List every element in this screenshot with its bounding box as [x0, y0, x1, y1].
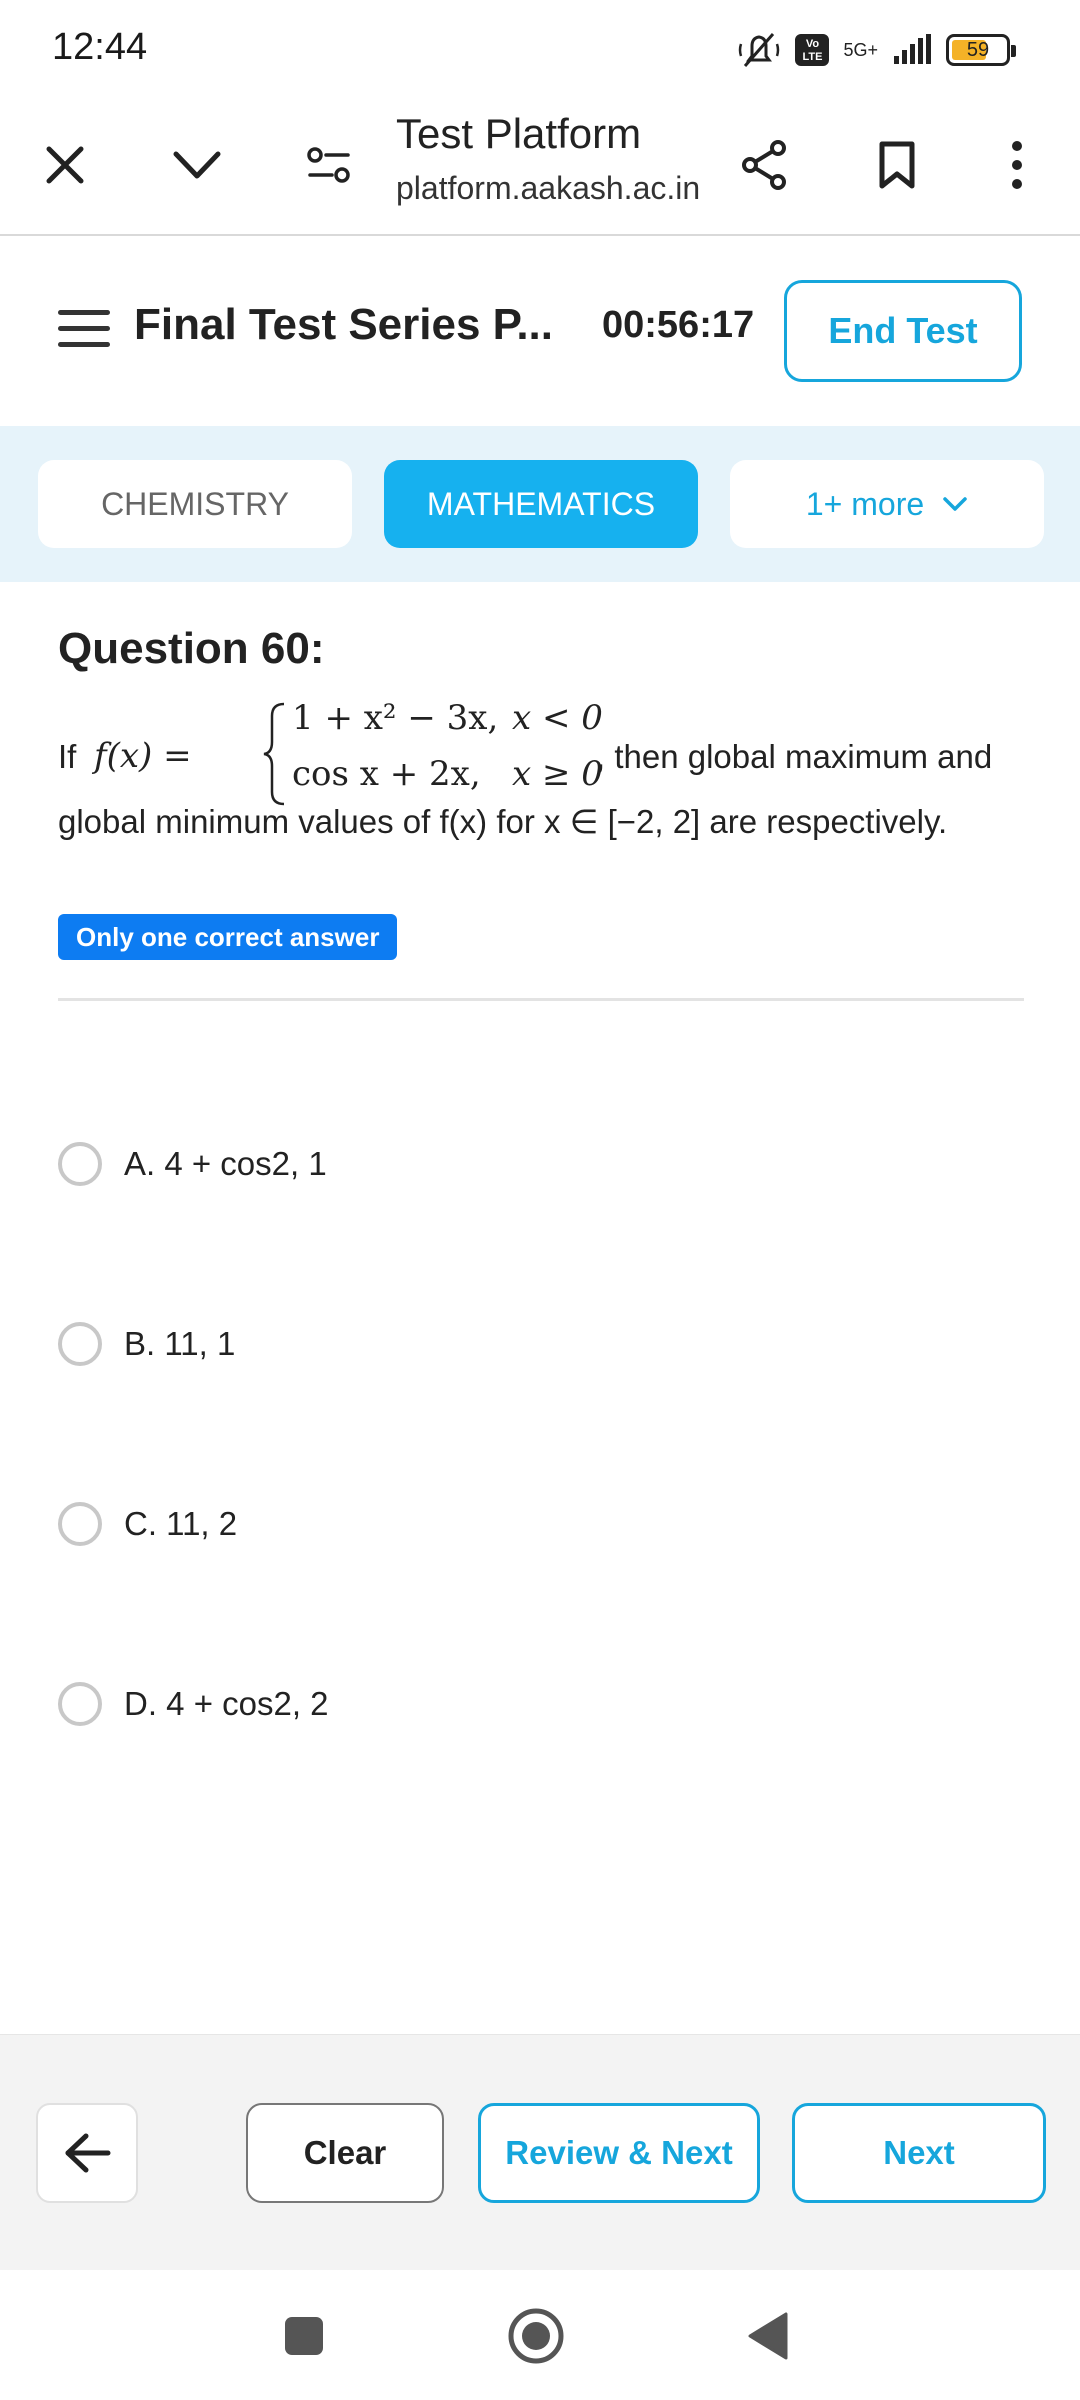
more-options-icon[interactable] — [982, 130, 1052, 200]
battery-level: 59 — [966, 38, 990, 61]
browser-bar — [0, 100, 1080, 236]
next-button[interactable]: Next — [792, 2103, 1046, 2203]
option-label: A. 4 + cos2, 1 — [124, 1145, 327, 1182]
option-c[interactable] — [58, 1484, 1018, 1564]
signal-icon — [892, 34, 932, 66]
arrow-left-icon — [62, 2132, 112, 2174]
question-text — [58, 698, 1048, 808]
radio-button[interactable] — [58, 1322, 102, 1366]
share-icon[interactable] — [730, 130, 800, 200]
browser-url[interactable]: platform.aakash.ac.in — [396, 170, 701, 206]
radio-button[interactable] — [58, 1682, 102, 1726]
review-next-button[interactable]: Review & Next — [478, 2103, 760, 2203]
battery-icon — [946, 34, 1010, 66]
system-nav-bar — [0, 2270, 1080, 2400]
case-1-condition: x < 0 — [512, 698, 603, 738]
mute-bell-icon — [737, 30, 781, 70]
status-bar — [0, 0, 1080, 100]
option-label: D. 4 + cos2, 2 — [124, 1685, 329, 1722]
bookmark-icon[interactable] — [862, 130, 932, 200]
case-2-condition: x ≥ 0 — [512, 754, 603, 794]
function-lhs: f(x) = — [94, 736, 192, 776]
test-title: Final Test Series P... — [134, 300, 554, 349]
option-a[interactable] — [58, 1124, 1018, 1204]
option-label: B. 11, 1 — [124, 1325, 236, 1362]
tab-label: 1+ more — [805, 485, 925, 522]
question-type-badge: Only one correct answer — [58, 914, 397, 960]
radio-button[interactable] — [58, 1502, 102, 1546]
tab-label: CHEMISTRY — [101, 485, 289, 522]
option-d[interactable] — [58, 1664, 1018, 1744]
tab-chemistry[interactable] — [38, 460, 352, 548]
back-icon[interactable] — [738, 2306, 798, 2366]
action-bar — [0, 2034, 1080, 2270]
option-label: C. 11, 2 — [124, 1505, 238, 1542]
question-suffix: , then global maximum and — [596, 738, 993, 775]
test-timer: 00:56:17 — [602, 304, 755, 346]
browser-page-title: Test Platform — [396, 110, 642, 157]
app-header — [0, 238, 1080, 426]
case-2-expression: cos x + 2x, — [292, 754, 481, 794]
previous-button[interactable] — [36, 2103, 138, 2203]
recent-apps-icon[interactable] — [274, 2306, 334, 2366]
home-icon[interactable] — [506, 2306, 566, 2366]
question-text-line-2: global minimum values of f(x) for x ∈ [−2, 2] are respectively. — [58, 803, 948, 840]
case-1-expression: 1 + x² − 3x, — [292, 698, 499, 738]
radio-button[interactable] — [58, 1142, 102, 1186]
tab-mathematics[interactable] — [384, 460, 698, 548]
subject-tabs — [0, 426, 1080, 582]
site-settings-icon[interactable] — [294, 130, 364, 200]
network-type: 5G+ — [843, 40, 878, 60]
close-icon[interactable] — [30, 130, 100, 200]
question-card — [0, 582, 1080, 2034]
tab-label: MATHEMATICS — [426, 485, 656, 522]
status-icons — [737, 28, 1010, 72]
clear-button[interactable]: Clear — [246, 2103, 444, 2203]
menu-icon[interactable] — [58, 310, 110, 350]
piecewise-function — [94, 698, 603, 819]
end-test-button[interactable]: End Test — [784, 280, 1022, 382]
divider — [58, 998, 1024, 1001]
status-time: 12:44 — [52, 26, 148, 68]
volte-icon: Vo LTE — [795, 34, 829, 66]
question-number: Question 60: — [58, 624, 325, 673]
tab-more[interactable] — [730, 460, 1044, 548]
chevron-down-icon[interactable] — [162, 130, 232, 200]
chevron-down-icon — [942, 496, 968, 512]
option-b[interactable] — [58, 1304, 1018, 1384]
question-prefix: If — [58, 738, 77, 775]
